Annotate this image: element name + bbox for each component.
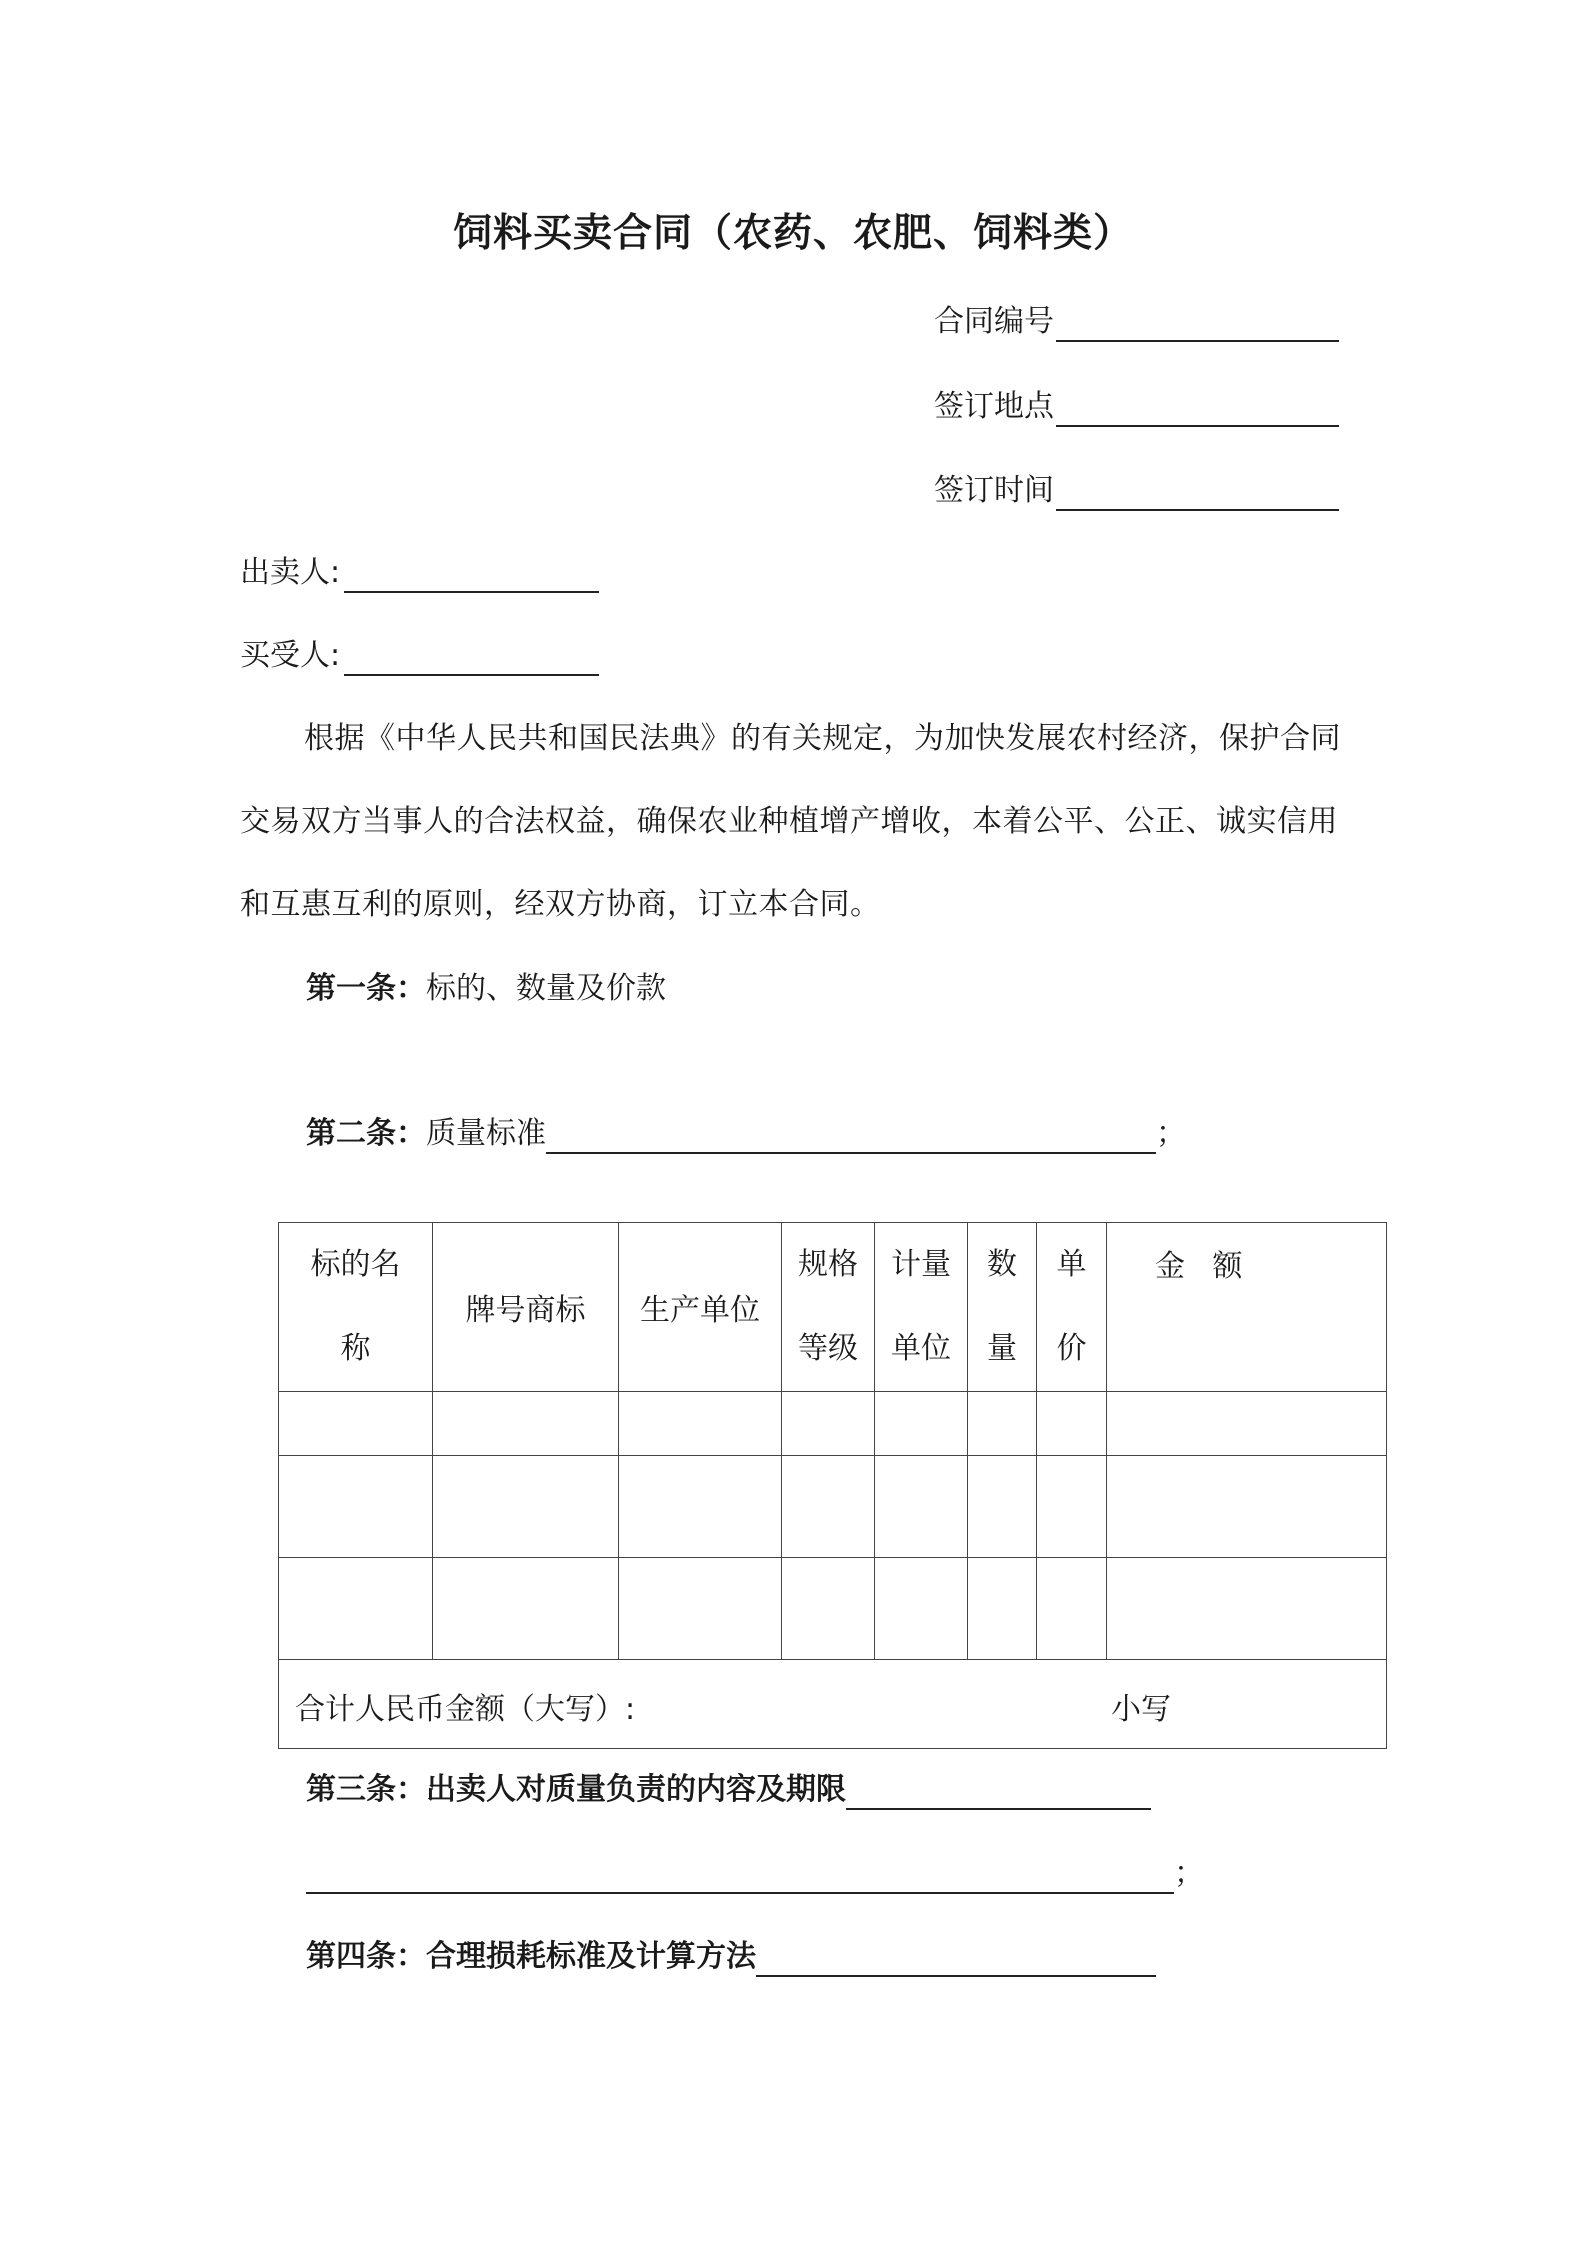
contract-number-line <box>934 302 1339 342</box>
loss-standard-field[interactable] <box>756 1943 1156 1977</box>
clause-3 <box>306 1770 1151 1810</box>
seller-label: 出卖人: <box>240 555 341 590</box>
sign-time-line <box>934 471 1339 511</box>
table-row[interactable] <box>279 1392 1387 1456</box>
clause-1-heading: 第一条： <box>306 971 426 1006</box>
clause-3-end: ； <box>1174 1856 1204 1891</box>
quality-responsibility-field[interactable] <box>846 1776 1151 1810</box>
seller-field[interactable] <box>344 559 599 593</box>
header-quantity: 数 量 <box>968 1223 1037 1392</box>
preamble-paragraph: 根据《中华人民共和国民法典》的有关规定，为加快发展农村经济，保护合同交易双方当事人的合法权益，确保农业种植增产增收，本着公平、公正、诚实信用和互惠互利的原则，经双方协商，订立本合同。 <box>240 721 1341 922</box>
clause-4-text: 合理损耗标准及计算方法 <box>426 1939 756 1974</box>
goods-table <box>278 1222 1387 1749</box>
header-brand: 牌号商标 <box>433 1223 619 1392</box>
header-producer: 生产单位 <box>619 1223 782 1392</box>
sign-place-label: 签订地点 <box>934 389 1054 424</box>
quality-responsibility-field-2[interactable] <box>306 1860 1174 1894</box>
sign-time-field[interactable] <box>1056 479 1339 511</box>
clause-2-end: ； <box>1156 1116 1186 1151</box>
clause-4 <box>306 1937 1156 1977</box>
header-spec: 规格 等级 <box>782 1223 875 1392</box>
header-amount: 金 额 <box>1107 1223 1387 1392</box>
document-title: 饲料买卖合同（农药、农肥、饲料类） <box>452 211 1133 256</box>
clause-2-heading: 第二条： <box>306 1116 426 1151</box>
buyer-label: 买受人: <box>240 638 341 673</box>
buyer-field[interactable] <box>344 642 599 676</box>
sign-time-label: 签订时间 <box>934 473 1054 508</box>
quality-standard-field[interactable] <box>546 1120 1156 1154</box>
sign-place-line <box>934 387 1339 427</box>
header-unit-price: 单 价 <box>1037 1223 1107 1392</box>
clause-3-text: 出卖人对质量负责的内容及期限 <box>426 1772 846 1807</box>
table-header-row <box>279 1223 1387 1392</box>
clause-3-continuation <box>306 1854 1204 1894</box>
table-row[interactable] <box>279 1558 1387 1660</box>
clause-3-heading: 第三条： <box>306 1772 426 1807</box>
clause-1-text: 标的、数量及价款 <box>426 971 666 1006</box>
total-row <box>279 1660 1387 1749</box>
header-item-name: 标的名 称 <box>279 1223 433 1392</box>
contract-number-label: 合同编号 <box>934 304 1054 339</box>
total-amount-label: 合计人民币金额（大写）: <box>295 1692 636 1727</box>
contract-number-field[interactable] <box>1056 310 1339 342</box>
clause-2 <box>306 1114 1186 1154</box>
seller-line <box>240 553 599 593</box>
buyer-line <box>240 636 599 676</box>
small-amount-label: 小写 <box>1111 1692 1171 1727</box>
clause-1 <box>306 969 666 1009</box>
table-row[interactable] <box>279 1456 1387 1558</box>
clause-4-heading: 第四条： <box>306 1939 426 1974</box>
clause-2-text: 质量标准 <box>426 1116 546 1151</box>
header-unit: 计量 单位 <box>875 1223 968 1392</box>
sign-place-field[interactable] <box>1056 395 1339 427</box>
